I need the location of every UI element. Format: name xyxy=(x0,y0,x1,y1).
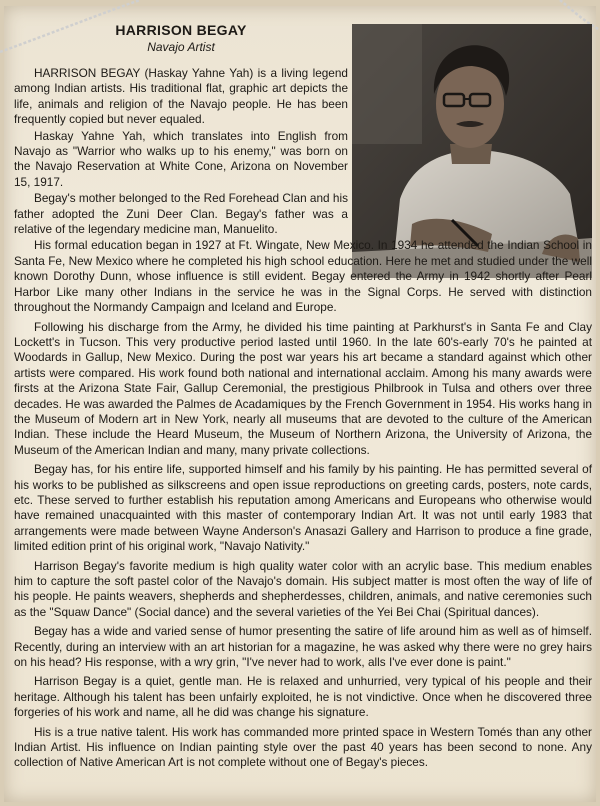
paragraph-character: Harrison Begay is a quiet, gentle man. He is relaxed and unhurried, very typical of his people and their heritage. Although his talent has been unfairly exploited, he is not vindictive. Once when he discovered three forgeries of his work and name, all he did was change his signature. xyxy=(14,674,592,720)
paragraph-medium: Harrison Begay's favorite medium is high quality water color with an acrylic base. This medium enables him to capture the soft pastel color of the Navajo's domain. His subject matter is most often the way of life of his people. He paints weavers, shepherds and shepherdesses, children, animals, and native ceremonies such as the "Squaw Dance" (Social dance) and the several varieties of the Yei Bei Chai (Spiritual dances). xyxy=(14,558,592,619)
page-subtitle: Navajo Artist xyxy=(147,40,215,54)
biography-text xyxy=(14,66,592,772)
paragraph-career: Following his discharge from the Army, he divided his time painting at Parkhurst's in Santa Fe and Clay Lockett's in Tucson. This very productive period lasted until 1960. In the late 60's-early 70's he painted at Woodards in Gallup, New Mexico. During the post war years his art became a standard against which other artists were compared. His work found both national and international acclaim. Among his many awards were firsts at the Arizona State Fair, Gallup Ceremonial, the prestigious Philbrook in Tulsa and others over three decades. He was awarded the Palmes de Acadamiques by the French Government in 1954. His works hang in the Museum of Modern art in New York, nearly all museums that are devoted to the culture of the American Indian. These include the Heard Museum, the Museum of Northern Arizona, the University of Arizona, the Museum of the American Indian and many, many private collections. xyxy=(14,319,592,457)
paragraph-intro: HARRISON BEGAY (Haskay Yahne Yah) is a living legend among Indian artists. His traditional flat, graphic art depicts the life, animals and religion of the Navajo people. He has been frequently copied but never equaled. xyxy=(14,66,348,127)
paragraph-name-meaning: Haskay Yahne Yah, which translates into English from Navajo as "Warrior who walks up to his enemy," was born on the Navajo Reservation at White Cone, Arizona on November 15, 1917. xyxy=(14,128,348,189)
paragraph-clan: Begay's mother belonged to the Red Forehead Clan and his father adopted the Zuni Deer Clan. Begay's father was a relative of the legendary medicine man, Manuelito. xyxy=(14,191,348,237)
paragraph-humor: Begay has a wide and varied sense of humor presenting the satire of life around him as well as of himself. Recently, during an interview with an art historian for a magazine, he was asked why there were no grey hairs on his head? His response, with a wry grin, "I've never had to work, alls I've ever done is paint." xyxy=(14,624,592,670)
paragraph-talent: His is a true native talent. His work has commanded more printed space in Western Tomés than any other Indian Artist. His influence on Indian painting style over the past 40 years has been second to none. Any collection of Native American Art is not complete without one of Begay's pieces. xyxy=(14,724,592,770)
paragraph-education: His formal education began in 1927 at Ft. Wingate, New Mexico. In 1934 he attended the Indian School in Santa Fe, New Mexico where he completed his high school education. Here he met and studied under the well known Dorothy Dunn, whose influence is still evident. Begay entered the Army in 1942 shortly after Pearl Harbor Like many other Indians in the service he was in the Signal Corps. He served with distinction throughout the Normandy Campaign and Iceland and Europe. xyxy=(14,238,592,315)
paragraph-reproductions: Begay has, for his entire life, supported himself and his family by his painting. He has permitted several of his works to be published as silkscreens and open issue reproductions on greeting cards, posters, note cards, etc. These served to further establish his reputation among Americans and Europeans who otherwise would have remained unacquainted with this master of contemporary Indian Art. It was not until early 1983 that arrangements were made between Wayne Anderson's Anasazi Gallery and Harrison to produce a fine grade, limited edition print of his original work, "Navajo Nativity." xyxy=(14,462,592,554)
page-title: HARRISON BEGAY xyxy=(115,22,247,38)
header xyxy=(20,22,342,54)
